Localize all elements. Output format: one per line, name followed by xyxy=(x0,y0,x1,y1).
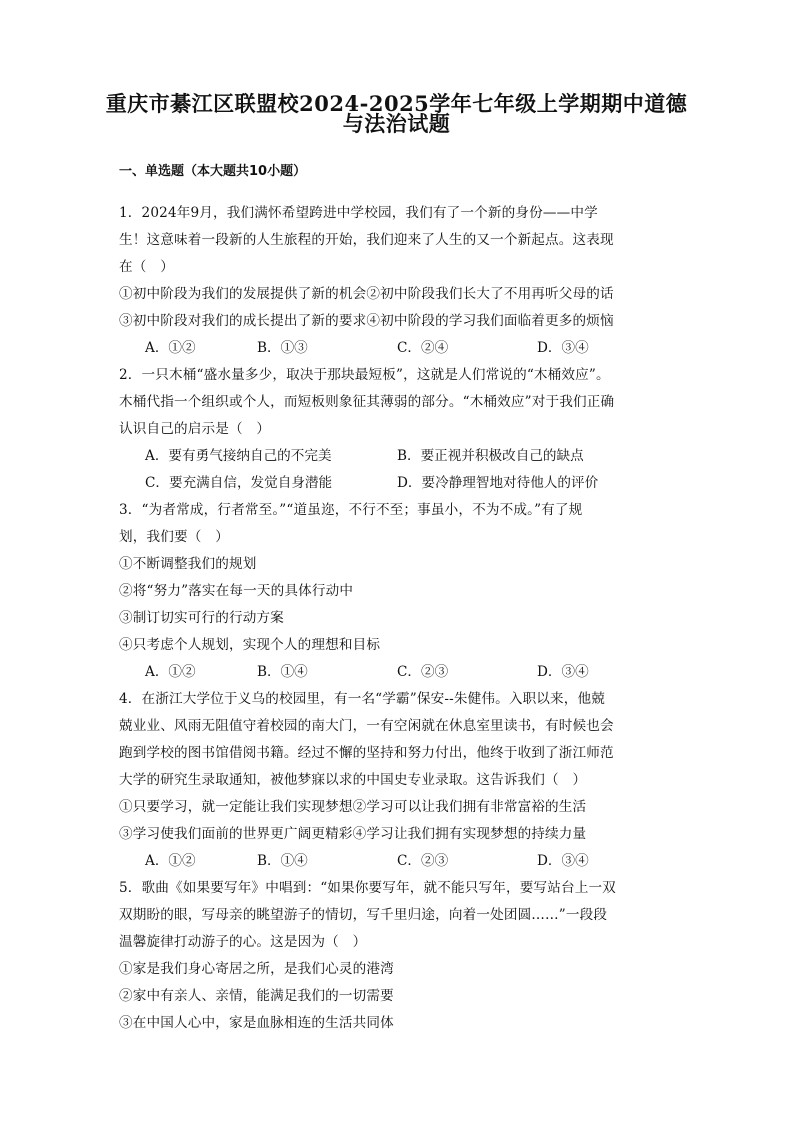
question-text-line: 双期盼的眼，写母亲的眺望游子的情切，写千里归途，向着一处团圆……”一段段 xyxy=(119,907,608,923)
statement-line: ②将“努力”落实在每一天的具体行动中 xyxy=(119,583,354,599)
option-c: C．②③ xyxy=(397,664,449,680)
statement-line: ①家是我们身心寄居之所，是我们心灵的港湾 xyxy=(119,961,394,977)
option-b: B．①④ xyxy=(257,853,308,869)
option-c: C．②④ xyxy=(397,340,449,356)
statement-line: ②家中有亲人、亲情，能满足我们的一切需要 xyxy=(119,988,394,1004)
option-d: D．③④ xyxy=(537,853,589,869)
statement-line: ③在中国人心中，家是血脉相连的生活共同体 xyxy=(119,1015,394,1031)
statement-line: ①初中阶段为我们的发展提供了新的机会②初中阶段我们长大了不用再听父母的话 xyxy=(119,286,614,302)
question-text-line: 温馨旋律打动游子的心。这是因为（ ） xyxy=(119,934,367,950)
question-text-line: 1．2024年9月，我们满怀希望跨进中学校园，我们有了一个新的身份——中学 xyxy=(119,205,598,221)
statement-line: ①只要学习，就一定能让我们实现梦想②学习可以让我们拥有非常富裕的生活 xyxy=(119,799,587,815)
option-a: A．①② xyxy=(145,340,196,356)
question-text-line: 4．在浙江大学位于义乌的校园里，有一名“学霸”保安--朱健伟。入职以来，他兢 xyxy=(119,691,606,707)
option-c: C．要充满自信，发觉自身潜能 xyxy=(145,475,333,491)
question-text-line: 2．一只木桶“盛水量多少，取决于那块最短板”，这就是人们常说的“木桶效应”。 xyxy=(119,367,610,383)
option-b: B．要正视并积极改自己的缺点 xyxy=(397,448,584,464)
question-text-line: 认识自己的启示是（ ） xyxy=(119,421,271,437)
question-text-line: 大学的研究生录取通知，被他梦寐以求的中国史专业录取。这告诉我们（ ） xyxy=(119,772,587,788)
statement-line: ①不断调整我们的规划 xyxy=(119,556,257,572)
question-text-line: 木桶代指一个组织或个人，而短板则象征其薄弱的部分。“木桶效应”对于我们正确 xyxy=(119,394,615,410)
statement-line: ④只考虑个人规划，实现个人的理想和目标 xyxy=(119,637,381,653)
option-c: C．②③ xyxy=(397,853,449,869)
section-heading: 一、单选题（本大题共10小题） xyxy=(119,164,307,179)
option-d: D．③④ xyxy=(537,340,589,356)
option-a: A．要有勇气接纳自己的不完美 xyxy=(145,448,332,464)
question-text-line: 在（ ） xyxy=(119,259,174,275)
question-text-line: 生！这意味着一段新的人生旅程的开始，我们迎来了人生的又一个新起点。这表现 xyxy=(119,232,614,248)
statement-line: ③初中阶段对我们的成长提出了新的要求④初中阶段的学习我们面临着更多的烦恼 xyxy=(119,313,614,329)
option-b: B．①③ xyxy=(257,340,308,356)
option-a: A．①② xyxy=(145,853,196,869)
question-text-line: 5．歌曲《如果要写年》中唱到：“如果你要写年，就不能只写年，要写站台上一双 xyxy=(119,880,616,896)
option-d: D．要冷静理智地对待他人的评价 xyxy=(397,475,599,491)
page-title-line-2: 与法治试题 xyxy=(342,111,451,136)
question-text-line: 划，我们要（ ） xyxy=(119,529,229,545)
question-text-line: 跑到学校的图书馆借阅书籍。经过不懈的坚持和努力付出，他终于收到了浙江师范 xyxy=(119,745,614,761)
option-b: B．①④ xyxy=(257,664,308,680)
statement-line: ③制订切实可行的行动方案 xyxy=(119,610,284,626)
option-a: A．①② xyxy=(145,664,196,680)
option-d: D．③④ xyxy=(537,664,589,680)
statement-line: ③学习使我们面前的世界更广阔更精彩④学习让我们拥有实现梦想的持续力量 xyxy=(119,826,587,842)
page-title-line-1: 重庆市綦江区联盟校2024-2025学年七年级上学期期中道德 xyxy=(105,91,688,116)
question-text-line: 3．“为者常成，行者常至。”“道虽迩，不行不至；事虽小，不为不成。”有了规 xyxy=(119,502,583,518)
question-text-line: 兢业业、风雨无阻值守着校园的南大门，一有空闲就在休息室里读书，有时候也会 xyxy=(119,718,614,734)
